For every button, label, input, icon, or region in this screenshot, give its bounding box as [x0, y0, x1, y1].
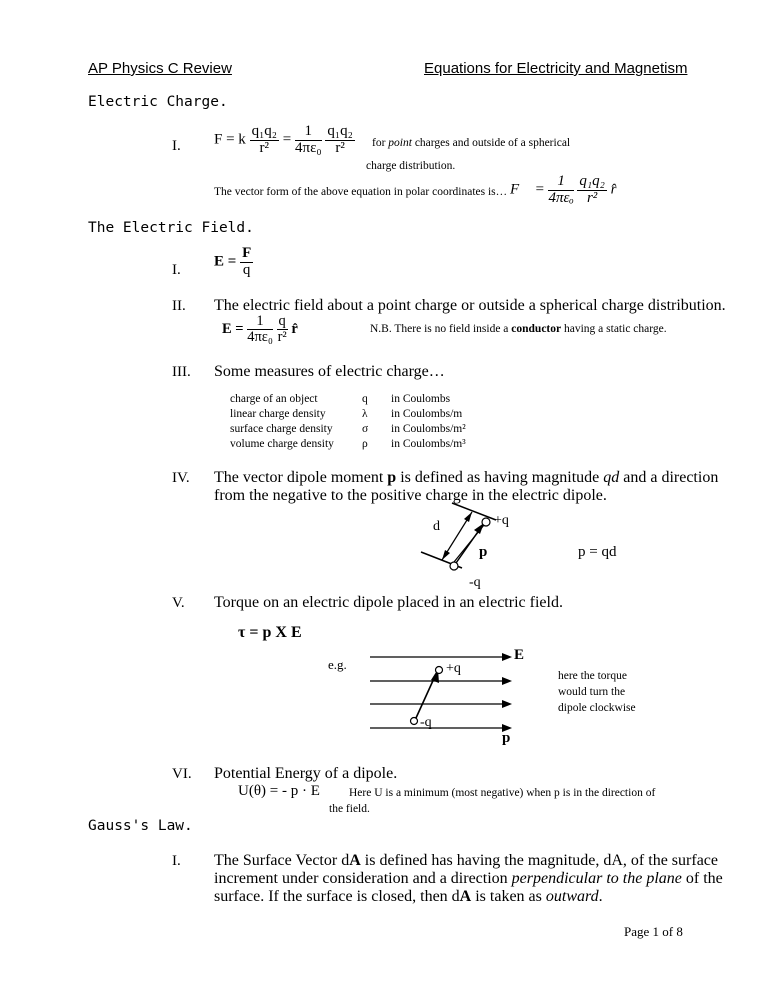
torque-note-line1: here the torque — [558, 670, 627, 682]
surface-vector-text-line3: surface. If the surface is closed, then dA is taken as outward. — [214, 888, 603, 905]
point-charge-field-text: The electric field about a point charge or outside a spherical charge distribution. — [214, 297, 726, 314]
coulomb-note: for point charges and outside of a spherical — [372, 137, 571, 149]
potential-energy-equation: U(θ) = - p · E — [238, 783, 320, 799]
coulomb-lhs: F = k — [214, 131, 246, 148]
vector-form-text: The vector form of the above equation in polar coordinates is… — [214, 186, 508, 198]
dipole-moment-text-line1: The vector dipole moment p is defined as having magnitude qd and a direction — [214, 469, 719, 486]
frac-den: r² — [259, 139, 270, 156]
dipole-label-p: p — [479, 544, 488, 560]
frac-num: q₁q₂ — [327, 123, 353, 139]
item-numeral: I. — [172, 138, 181, 154]
frac-num: q — [278, 313, 286, 329]
section-title-electric-charge: Electric Charge. — [88, 94, 228, 110]
frac-num: 1 — [295, 124, 322, 141]
frac-num: F — [242, 245, 252, 261]
torque-note-line2: would turn the — [558, 686, 626, 698]
frac-num: q₁q₂ — [251, 123, 278, 139]
dipole-moment-text-line2: from the negative to the positive charge in the electric dipole. — [214, 487, 607, 504]
unit-vector: r̂ — [610, 181, 617, 198]
potential-energy-note-line1: Here U is a minimum (most negative) when p is in the direction of — [349, 787, 656, 799]
item-numeral: III. — [172, 364, 191, 380]
surface-vector-text-line1: The Surface Vector dA is defined has having the magnitude, dA, of the surface — [214, 852, 718, 869]
field-lhs: E = — [214, 253, 237, 270]
page-number: Page 1 of 8 — [624, 924, 683, 939]
frac-num: 1 — [548, 174, 573, 191]
surface-vector-text-line2: increment under consideration and a direction perpendicular to the plane of the — [214, 870, 723, 887]
unit-vector: r̂ — [291, 321, 298, 338]
frac-den: 4πεₒ — [548, 189, 574, 206]
item-numeral: I. — [172, 262, 181, 278]
torque-label-p: p — [502, 730, 511, 746]
item-numeral: II. — [172, 298, 186, 314]
field-label-e: E — [514, 647, 525, 663]
torque-label-minus-q: -q — [420, 715, 432, 730]
section-title-electric-field: The Electric Field. — [88, 220, 254, 236]
frac-den: 4πε₀ — [247, 329, 273, 346]
item-numeral: V. — [172, 595, 185, 611]
potential-energy-text: Potential Energy of a dipole. — [214, 765, 398, 782]
torque-text: Torque on an electric dipole placed in an electric field. — [214, 594, 563, 611]
frac-den: r² — [586, 189, 598, 206]
frac-den: 4πε₀ — [295, 139, 322, 156]
item-numeral: IV. — [172, 470, 190, 486]
torque-label-plus-q: +q — [446, 661, 461, 676]
eg-label: e.g. — [328, 657, 347, 672]
frac-num: q₁q₂ — [579, 173, 605, 189]
torque-equation: τ = p X E — [238, 624, 302, 641]
frac-num: 1 — [247, 314, 273, 330]
coulomb-note-line2: charge distribution. — [366, 160, 456, 172]
dipole-label-d: d — [433, 519, 440, 534]
dipole-label-plus-q: +q — [494, 513, 509, 528]
field-lhs: E = — [222, 321, 244, 338]
header-right: Equations for Electricity and Magnetism — [424, 60, 688, 77]
dipole-label-minus-q: -q — [469, 575, 481, 590]
conductor-note: N.B. There is no field inside a conductor having a static charge. — [370, 323, 667, 335]
dipole-moment-equation: p = qd — [578, 544, 617, 560]
section-title-gauss-law: Gauss's Law. — [88, 818, 193, 834]
item-numeral: VI. — [172, 766, 192, 782]
torque-note-line3: dipole clockwise — [558, 702, 636, 714]
frac-den: q — [242, 261, 251, 278]
frac-den: r² — [277, 329, 287, 346]
charge-measures-text: Some measures of electric charge… — [214, 363, 445, 380]
frac-den: r² — [335, 139, 345, 156]
vector-lhs: F⃗ = — [510, 181, 545, 198]
potential-energy-note-line2: the field. — [329, 803, 370, 815]
item-numeral: I. — [172, 853, 181, 869]
equals-sign: = — [282, 131, 292, 148]
header-left: AP Physics C Review — [88, 60, 232, 77]
